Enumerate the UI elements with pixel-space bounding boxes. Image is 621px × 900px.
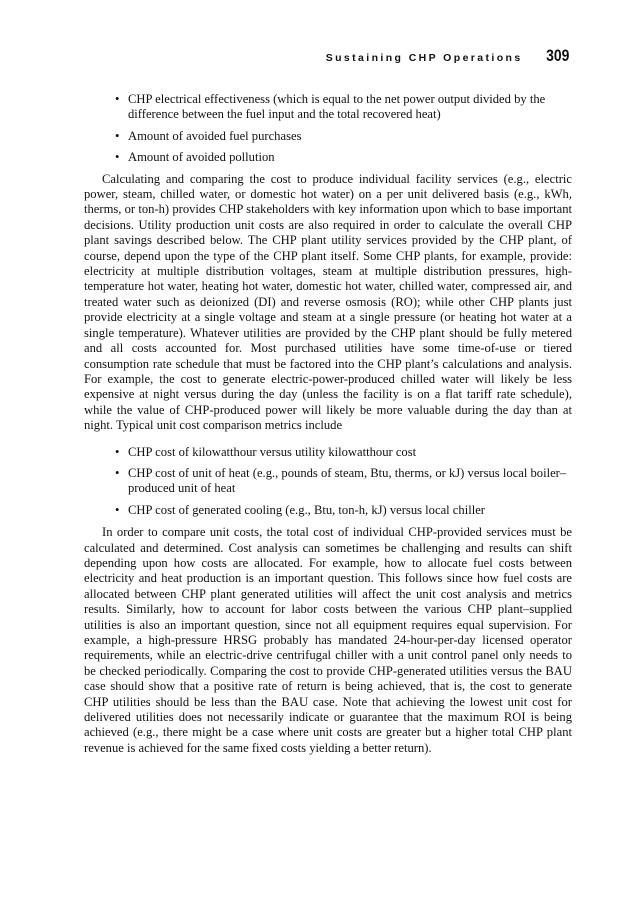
bullet-list-comparison-metrics [84,445,572,519]
running-head [326,46,569,70]
list-item: • Amount of avoided fuel purchases [128,129,572,144]
list-item: • CHP cost of kilowatthour versus utility kilowatthour cost [128,445,572,460]
list-item: • CHP cost of generated cooling (e.g., Btu, ton-h, kJ) versus local chiller [128,503,572,518]
list-item: • CHP electrical effectiveness (which is equal to the net power output divided by the difference between the fuel input and the total recovered heat) [128,92,572,123]
paragraph-unit-costs: Calculating and comparing the cost to produce individual facility services (e.g., electric power, steam, chilled water, or domestic hot water) on a per unit delivered basis (e.g., kWh, therms, or ton-h) provides CHP stakeholders with key information upon which to base important decisions. Utility production unit costs are also required in order to calculate the overall CHP plant savings described below. The CHP plant utility services provided by the CHP plant, of course, depend upon the type of the CHP plant itself. Some CHP plants, for example, provide: electricity at multiple distribution voltages, steam at multiple distribution pressures, high-temperature hot water, heating hot water, domestic hot water, chilled water, compressed air, and treated water such as deionized (DI) and reverse osmosis (RO); while other CHP plants just provide electricity at a single voltage and steam at a single pressure (or heating hot water at a single temperature). Whatever utilities are provided by the CHP plant should be fully metered and all costs accounted for. Most purchased utilities have some time-of-use or tiered consumption rate schedule that must be factored into the CHP plant’s calculations and analysis. For example, the cost to generate electric-power-produced chilled water will likely be less expensive at night versus during the day (unless the facility is on a flat tariff rate schedule), while the value of CHP-produced power will likely be more valuable during the day than at night. Typical unit cost comparison metrics include [84,171,572,433]
paragraph-cost-analysis: In order to compare unit costs, the total cost of individual CHP-provided services must be calculated and determined. Cost analysis can sometimes be challenging and results can shift depending upon how costs are allocated. For example, how to allocate fuel costs between electricity and heat production is an important question. This follows since how fuel costs are allocated between CHP plant generated utilities will affect the unit cost analysis and metrics results. Similarly, how to account for labor costs between the various CHP plant–supplied utilities is also an important question, since not all equipment requires equal supervision. For example, a high-pressure HRSG probably has mandated 24-hour-per-day licensed operator requirements, while an electric-drive centrifugal chiller with a unit control panel only needs to be checked periodically. Comparing the cost to provide CHP-generated utilities versus the BAU case should show that a positive rate of return is being achieved, that is, the cost to generate CHP utilities should be less than the BAU case. Note that achieving the lowest unit cost for delivered utilities does not necessarily indicate or guarantee that the maximum ROI is being achieved (e.g., there might be a case where unit costs are greater but a higher total CHP plant revenue is achieved for the same fixed costs yielding a better return). [84,525,572,755]
list-item: • CHP cost of unit of heat (e.g., pounds of steam, Btu, therms, or kJ) versus local boiler–produced unit of heat [128,466,572,497]
bullet-list-metrics [84,92,572,166]
running-title: Sustaining CHP Operations [325,52,523,64]
list-item: • Amount of avoided pollution [128,150,572,165]
page-number: 309 [545,46,569,65]
body-text [84,92,572,756]
